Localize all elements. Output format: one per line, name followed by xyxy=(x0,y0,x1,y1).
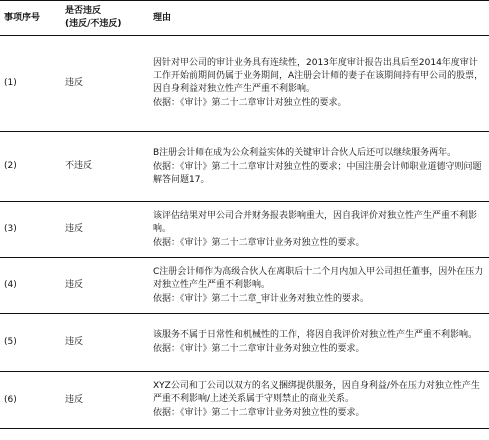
item-number: (2) xyxy=(4,161,17,171)
header-item-no: 事项序号 xyxy=(4,12,41,23)
reason-basis: 依据：《审计》第二十二章审计业务对独立性的要求。 xyxy=(153,408,365,418)
header-reason: 理由 xyxy=(153,12,172,23)
item-number: (4) xyxy=(4,280,17,290)
reason-text: B注册会计师在成为公众利益实体的关键审计合伙人后还可以继续服务两年。 xyxy=(153,147,457,158)
violation-result: 不违反 xyxy=(65,161,93,171)
table-row xyxy=(0,372,489,429)
table-row xyxy=(0,258,489,314)
table-row xyxy=(0,202,489,258)
item-number: (1) xyxy=(4,78,17,88)
table-body xyxy=(0,36,489,429)
violation-result: 违反 xyxy=(65,78,84,88)
reason-cell xyxy=(149,36,489,132)
reason-text: 因针对甲公司的审计业务具有连续性，2013年度审计报告出具后至2014年度审计工作开始前期间仍属于业务期间，A注册会计师的妻子在该期间持有甲公司的股票，因自身利益对独立性产生严重不利影响。 xyxy=(153,58,484,94)
reason-basis: 依据：《审计》第二十二章_审计业务对独立性的要求。 xyxy=(153,293,370,304)
reason-text: C注册会计师作为高级合伙人在离职后十二个月内加入甲公司担任董事，因外在压力对独立性产生严重不利影响。 xyxy=(153,266,484,290)
violation-result: 违反 xyxy=(65,280,84,290)
reason-basis: 依据：《审计》第二十二章审计对独立性的要求；中国注册会计师职业道德守则问题解答问题17。 xyxy=(153,161,482,185)
reason-basis: 依据：《审计》第二十二章审计业务对独立性的要求。 xyxy=(153,237,365,248)
table-row xyxy=(0,314,489,372)
reason-cell xyxy=(149,314,489,372)
reason-text: 该服务不属于日常性和机械性的工作，将因自我评价对独立性产生严重不利影响。 xyxy=(153,330,478,340)
header-violation xyxy=(61,1,149,36)
header-violation-line2: (违反/不违反) xyxy=(65,19,122,29)
violation-result: 违反 xyxy=(65,394,84,405)
reason-cell xyxy=(149,132,489,202)
reason-text: 该评估结果对甲公司合并财务报表影响重大，因自我评价对独立性产生严重不利影响。 xyxy=(153,210,478,234)
table-row xyxy=(0,132,489,202)
item-number: (6) xyxy=(4,394,17,405)
violation-result: 违反 xyxy=(65,337,84,347)
reason-basis: 依据：《审计》第二十二章审计业务对独立性的要求。 xyxy=(153,344,365,354)
item-number: (5) xyxy=(4,337,17,347)
table-row xyxy=(0,36,489,132)
header-violation-line1: 是否违反 xyxy=(65,6,102,16)
reason-cell xyxy=(149,202,489,258)
reason-basis: 依据：《审计》第二十二章审计对独立性的要求。 xyxy=(153,98,347,108)
violation-result: 违反 xyxy=(65,224,84,234)
item-number: (3) xyxy=(4,224,17,234)
table-header xyxy=(0,1,489,36)
reason-cell xyxy=(149,258,489,314)
reason-text: XYZ公司和丁公司以双方的名义捆绑提供服务，因自身利益/外在压力对独立性产生严重不利影响/上述关系属于守则禁止的商业关系。 xyxy=(153,381,480,404)
reason-cell xyxy=(149,372,489,429)
